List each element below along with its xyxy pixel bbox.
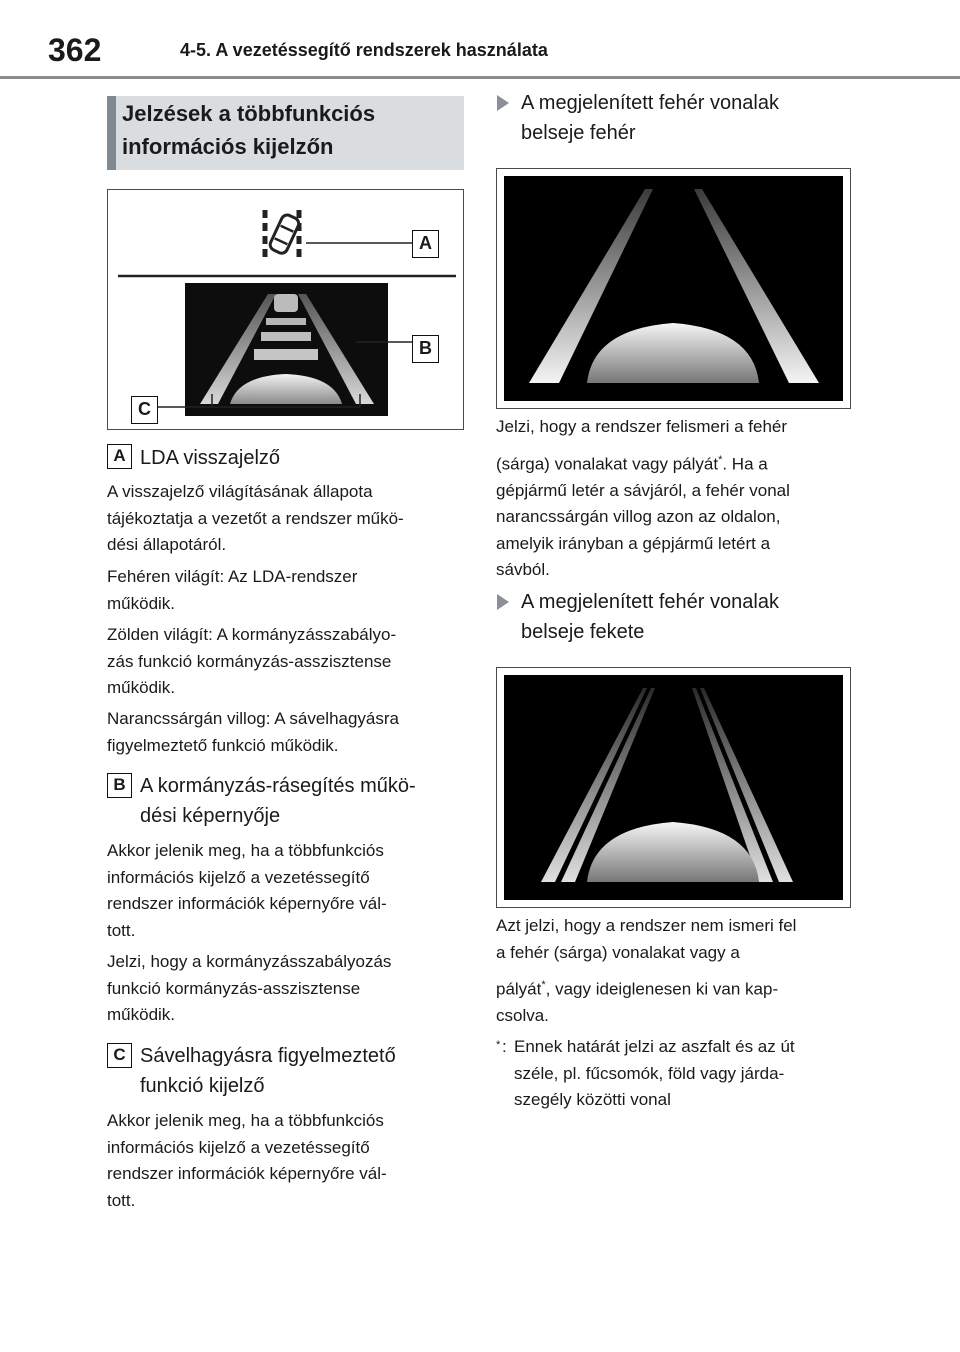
callout-label-b: B: [412, 335, 439, 363]
callout-label-c: C: [131, 396, 158, 424]
item-tag-c: C: [107, 1043, 132, 1068]
item-a-paragraph-3: Zölden világít: A kormányzásszabályo- zás funkció kormányzás-asszisztense működik.: [107, 625, 397, 697]
item-tag-a: A: [107, 444, 132, 469]
section-title: [122, 97, 452, 163]
right-heading-1: A megjelenített fehér vonalak belseje fehér: [521, 92, 779, 144]
right-heading-2: A megjelenített fehér vonalak belseje fekete: [521, 591, 779, 643]
item-c-title: Sávelhagyásra figyelmeztető funkció kijelző: [140, 1045, 396, 1097]
footnote-mark: *: [718, 453, 723, 466]
lda-display-illustration: [108, 190, 463, 429]
item-tag-b: B: [107, 773, 132, 798]
footnote-marker: *: [496, 1039, 501, 1051]
figure-black-inner-lines: [496, 667, 851, 908]
page-number: 362: [48, 32, 102, 68]
header-rule: [0, 76, 960, 79]
black-inner-lines-illustration: [497, 668, 850, 907]
footnote-mark: *: [541, 979, 546, 991]
item-a-paragraph-1: A visszajelző világításának állapota tájékoztatja a vezetőt a rendszer műkö- dési állapotáról.: [107, 482, 404, 554]
footnote: * : Ennek határát jelzi az aszfalt és az út széle, pl. fűcsomók, föld vagy járda- szegély közötti vonal: [496, 1034, 856, 1114]
lda-indicator-icon: [265, 210, 301, 262]
item-c-paragraph-1: Akkor jelenik meg, ha a többfunkciós információs kijelző a vezetéssegítő rendszer információk képernyőre vál- tott.: [107, 1111, 387, 1210]
item-b-title: A kormányzás-rásegítés műkö- dési képernyője: [140, 775, 416, 827]
item-a-paragraph-4: Narancssárgán villog: A sávelhagyásra figyelmeztető funkció működik.: [107, 709, 399, 755]
section-title-line2: információs kijelzőn: [122, 134, 334, 159]
white-inner-lines-illustration: [497, 169, 850, 408]
item-b-paragraph-2: Jelzi, hogy a kormányzásszabályozás funkció kormányzás-asszisztense működik.: [107, 952, 392, 1024]
section-title-line1: Jelzések a többfunkciós: [122, 101, 376, 126]
figure-white-inner-lines: [496, 168, 851, 409]
bullet-triangle-icon: [497, 594, 509, 610]
right-paragraph-2: Azt jelzi, hogy a rendszer nem ismeri fel a fehér (sárga) vonalakat vagy a pályát*, vagy ideiglenesen ki van kap- csolva.: [496, 916, 797, 1026]
main-figure: [107, 189, 464, 430]
bullet-triangle-icon: [497, 95, 509, 111]
item-a-paragraph-2: Fehéren világít: Az LDA-rendszer működik.: [107, 567, 358, 613]
chapter-title: 4-5. A vezetéssegítő rendszerek használata: [180, 40, 548, 60]
item-b-paragraph-1: Akkor jelenik meg, ha a többfunkciós információs kijelző a vezetéssegítő rendszer információk képernyőre vál- tott.: [107, 841, 387, 940]
right-paragraph-1: Jelzi, hogy a rendszer felismeri a fehér (sárga) vonalakat vagy pályát*. Ha a gépjármű letér a sávjáról, a fehér vonal narancssárgán villog azon az oldalon, amelyik irányban a gépjármű letért a sávból.: [496, 417, 790, 580]
item-a-title: LDA visszajelző: [140, 447, 281, 469]
callout-label-a: A: [412, 230, 439, 258]
